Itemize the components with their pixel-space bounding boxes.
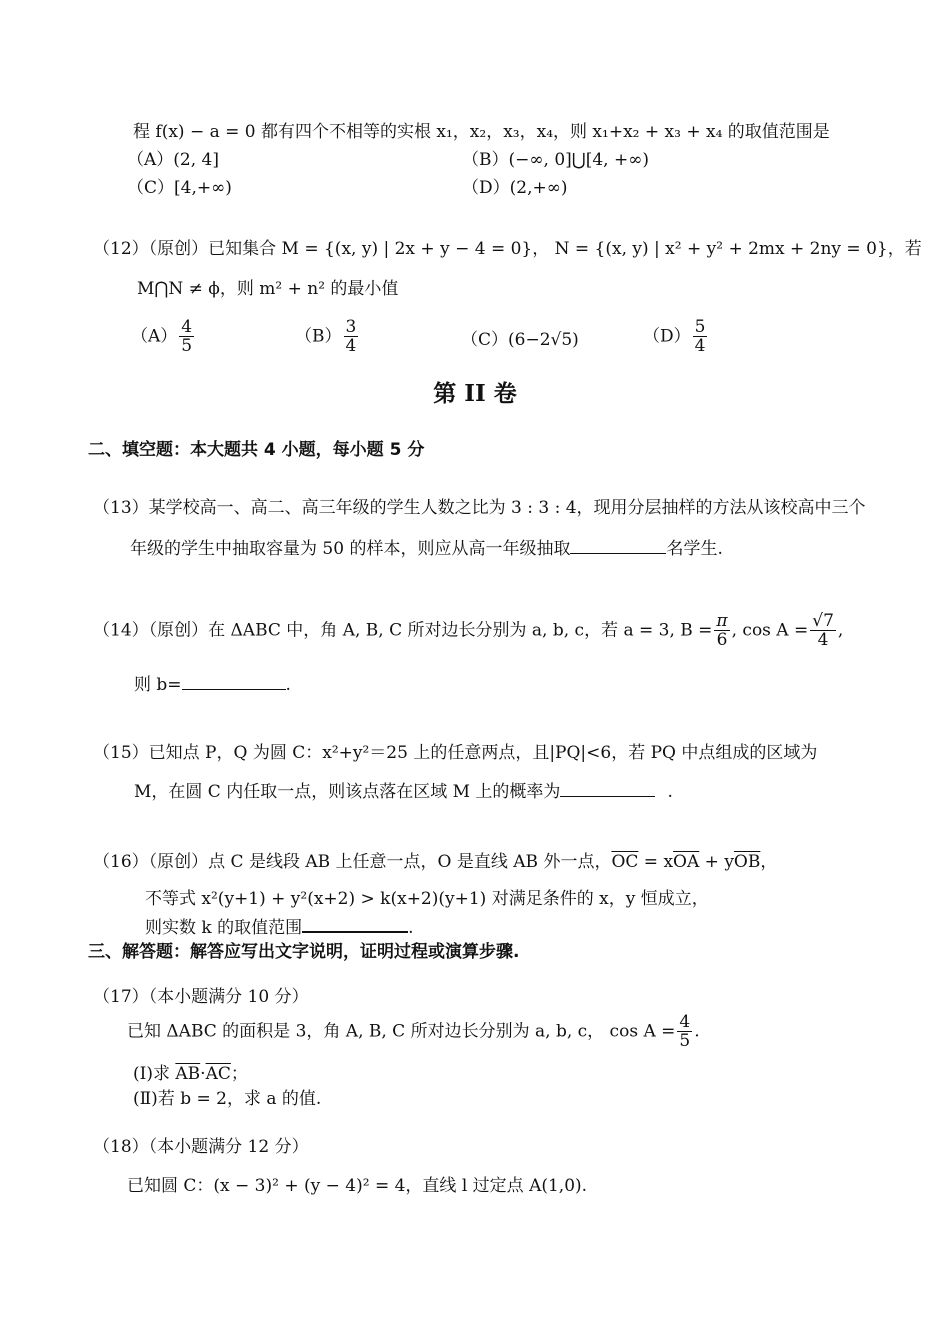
q16-vector-oa: $\overline{OA}$ — [673, 852, 700, 872]
q17-part1-end: ； — [230, 1064, 248, 1084]
q12-option-a-denominator: 5 — [181, 336, 193, 356]
q16-vector-plus: + y — [699, 852, 734, 872]
q14-cos-fraction — [810, 612, 836, 649]
section-title: 第 II 卷 — [433, 380, 517, 407]
q13-line2-text: 年级的学生中抽取容量为 50 的样本，则应从高一年级抽取 — [130, 539, 571, 559]
q16-vector-eq: = x — [638, 852, 674, 872]
q12-option-b-numerator: 3 — [345, 317, 357, 337]
q17-dot: · — [200, 1064, 206, 1084]
q12-option-a-label: （A） — [131, 326, 178, 347]
q13-line2-end: 名学生. — [666, 539, 723, 559]
q11-option-a: （A）(2, 4] — [127, 150, 219, 170]
q14-line2-text: 则 b= — [134, 675, 182, 695]
q17-part1-text: (Ⅰ)求 — [133, 1064, 176, 1084]
q14-b-numerator: π — [716, 611, 728, 631]
q12-option-b — [295, 318, 360, 355]
q12-option-c: （C）(6−2√5) — [461, 330, 579, 350]
q18-head: （18）（本小题满分 12 分） — [93, 1137, 309, 1157]
q12-option-d-denominator: 4 — [694, 336, 706, 356]
q12-option-d-fraction — [693, 318, 708, 355]
q16-line3-text: 则实数 k 的取值范围 — [145, 918, 303, 938]
q16-line1 — [93, 851, 777, 873]
q12-option-d — [643, 318, 709, 355]
q14-line2-end: . — [285, 675, 291, 695]
q14-line2 — [134, 673, 291, 696]
q17-line1-text: 已知 ΔABC 的面积是 3，角 A, B, C 所对边长分别为 a, b, c， cos A = — [127, 1021, 676, 1042]
q17-cos-fraction — [677, 1013, 692, 1050]
q17-part1 — [133, 1063, 248, 1085]
q13-line1: （13）某学校高一、高二、高三年级的学生人数之比为 3 : 3 : 4，现用分层抽样的方法从该校高中三个 — [93, 498, 866, 518]
q14-line1-text: （14）（原创）在 ΔABC 中，角 A, B, C 所对边长分别为 a, b, c，若 a = 3, B = — [93, 620, 713, 641]
q11-option-d: （D）(2,+∞) — [462, 178, 568, 198]
q12-option-a-fraction — [179, 318, 194, 355]
q14-b-fraction — [714, 612, 729, 649]
q16-vector-oc: $\overline{OC}$ — [611, 852, 639, 872]
q12-option-b-label: （B） — [295, 326, 342, 347]
q12-line2: M⋂N ≠ ϕ，则 m² + n² 的最小值 — [137, 279, 399, 299]
q16-vector-ob: $\overline{OB}$ — [733, 852, 761, 872]
q14-answer-blank[interactable] — [182, 673, 286, 690]
q17-line1 — [127, 1013, 700, 1050]
q14-cos-denominator: 4 — [817, 630, 829, 650]
q17-vector-ab: $\overline{AB}$ — [175, 1064, 201, 1084]
q11-option-b: （B）(−∞, 0]⋃[4, +∞) — [462, 150, 650, 170]
q16-line3-end: . — [408, 918, 414, 938]
q12-option-b-denominator: 4 — [345, 336, 357, 356]
q17-head: （17）（本小题满分 10 分） — [93, 987, 309, 1007]
q16-vector-end: ， — [760, 852, 778, 872]
q14-cos-numerator: √7 — [812, 611, 834, 631]
q13-line2 — [130, 537, 723, 560]
q16-line1-text: （16）（原创）点 C 是线段 AB 上任意一点，O 是直线 AB 外一点， — [93, 852, 612, 872]
q16-line2: 不等式 x²(y+1) + y²(x+2) > k(x+2)(y+1) 对满足条件的 x，y 恒成立， — [145, 889, 709, 909]
q12-option-b-fraction — [344, 318, 359, 355]
part3-header: 三、解答题：解答应写出文字说明，证明过程或演算步骤. — [88, 942, 520, 962]
q16-line3 — [145, 915, 414, 939]
q16-answer-blank[interactable] — [302, 915, 408, 933]
q11-option-c: （C）[4,+∞) — [127, 178, 232, 198]
q12-option-d-label: （D） — [643, 326, 691, 347]
q13-answer-blank[interactable] — [570, 537, 666, 554]
q12-option-d-numerator: 5 — [694, 317, 706, 337]
q12-option-a-numerator: 4 — [181, 317, 193, 337]
q15-line1: （15）已知点 P，Q 为圆 C：x²+y²＝25 上的任意两点，且|PQ|<6，若 PQ 中点组成的区域为 — [93, 743, 818, 763]
q17-part2: (Ⅱ)若 b = 2，求 a 的值. — [133, 1089, 322, 1109]
q18-line1: 已知圆 C：(x − 3)² + (y − 4)² = 4，直线 l 过定点 A(1,0). — [127, 1176, 588, 1196]
part2-header: 二、填空题：本大题共 4 小题，每小题 5 分 — [88, 440, 425, 460]
q17-line1-end: . — [694, 1021, 700, 1042]
q15-line2-text: M，在圆 C 内任取一点，则该点落在区域 M 上的概率为 — [134, 782, 561, 802]
q14-line1: （14）（原创）在 ΔABC 中，角 A, B, C 所对边长分别为 a, b, c，若 a = 3, B = $\frac{\pi}{6}$ , cos A = $\frac{√7}{4}$ , — [93, 611, 844, 650]
q15-line2 — [134, 780, 673, 803]
q15-answer-blank[interactable] — [560, 780, 655, 797]
q14-cos-text: , cos A = — [731, 620, 809, 641]
q12-option-a — [131, 318, 196, 355]
q14-b-denominator: 6 — [716, 630, 728, 650]
q17-vector-ac: $\overline{AC}$ — [205, 1064, 231, 1084]
q12-line1: （12）（原创）已知集合 M = {(x, y) | 2x + y − 4 = 0}， N = {(x, y) | x² + y² + 2mx + 2ny = 0}，若 — [93, 239, 922, 259]
q17-cos-denominator: 5 — [679, 1031, 691, 1051]
q17-cos-numerator: 4 — [679, 1012, 691, 1032]
q15-line2-end: . — [667, 782, 673, 802]
q11-stem: 程 f(x) − a = 0 都有四个不相等的实根 x₁，x₂，x₃，x₄，则 x₁+x₂ + x₃ + x₄ 的取值范围是 — [133, 122, 830, 142]
